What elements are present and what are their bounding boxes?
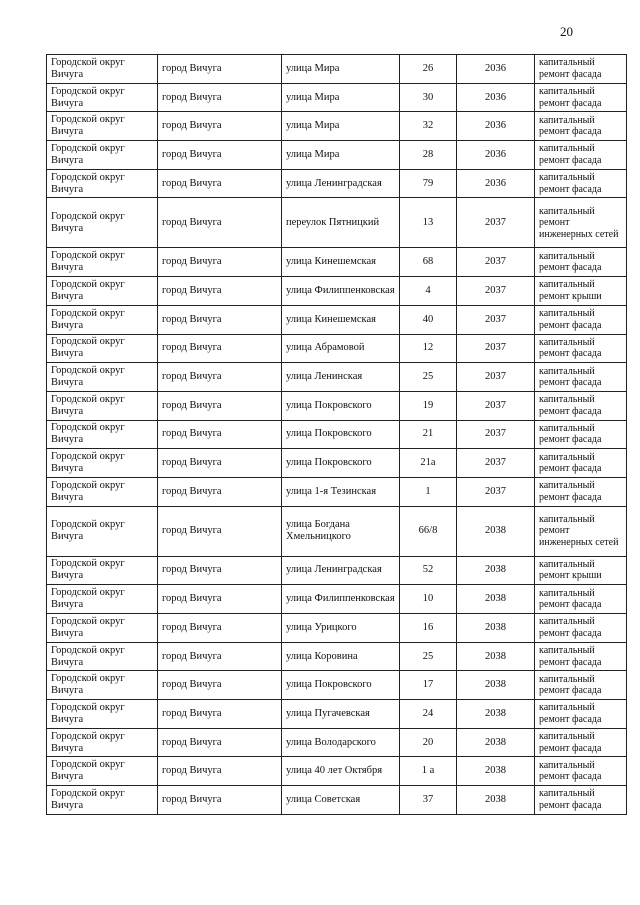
table-row (47, 363, 627, 392)
district-cell: Городской округ Вичуга (47, 334, 158, 363)
year-cell: 2038 (457, 585, 535, 614)
work-type-cell: капитальный ремонт фасада (535, 334, 627, 363)
table-row (47, 556, 627, 585)
year-cell: 2038 (457, 506, 535, 556)
table-row (47, 477, 627, 506)
house-number-cell: 12 (400, 334, 457, 363)
table-row (47, 614, 627, 643)
district-cell: Городской округ Вичуга (47, 391, 158, 420)
street-cell: улица Мира (282, 112, 400, 141)
table-row (47, 700, 627, 729)
house-number-cell: 66/8 (400, 506, 457, 556)
table-row (47, 420, 627, 449)
repair-schedule-table (46, 54, 627, 815)
district-cell: Городской округ Вичуга (47, 700, 158, 729)
house-number-cell: 32 (400, 112, 457, 141)
city-cell: город Вичуга (158, 671, 282, 700)
house-number-cell: 13 (400, 198, 457, 248)
work-type-cell: капитальный ремонт фасада (535, 363, 627, 392)
district-cell: Городской округ Вичуга (47, 112, 158, 141)
house-number-cell: 4 (400, 277, 457, 306)
city-cell: город Вичуга (158, 556, 282, 585)
city-cell: город Вичуга (158, 83, 282, 112)
street-cell: улица Ленинская (282, 363, 400, 392)
table-row (47, 55, 627, 84)
year-cell: 2037 (457, 420, 535, 449)
work-type-cell: капитальный ремонт крыши (535, 277, 627, 306)
table-row (47, 198, 627, 248)
year-cell: 2037 (457, 477, 535, 506)
district-cell: Городской округ Вичуга (47, 420, 158, 449)
work-type-cell: капитальный ремонт инженерных сетей (535, 506, 627, 556)
district-cell: Городской округ Вичуга (47, 556, 158, 585)
city-cell: город Вичуга (158, 198, 282, 248)
house-number-cell: 30 (400, 83, 457, 112)
city-cell: город Вичуга (158, 363, 282, 392)
year-cell: 2038 (457, 728, 535, 757)
table-row (47, 786, 627, 815)
house-number-cell: 52 (400, 556, 457, 585)
table-row (47, 391, 627, 420)
house-number-cell: 26 (400, 55, 457, 84)
table-row (47, 248, 627, 277)
work-type-cell: капитальный ремонт фасада (535, 420, 627, 449)
work-type-cell: капитальный ремонт фасада (535, 671, 627, 700)
year-cell: 2037 (457, 277, 535, 306)
district-cell: Городской округ Вичуга (47, 449, 158, 478)
city-cell: город Вичуга (158, 169, 282, 198)
house-number-cell: 17 (400, 671, 457, 700)
district-cell: Городской округ Вичуга (47, 277, 158, 306)
work-type-cell: капитальный ремонт фасада (535, 391, 627, 420)
table-row (47, 334, 627, 363)
work-type-cell: капитальный ремонт фасада (535, 305, 627, 334)
district-cell: Городской округ Вичуга (47, 363, 158, 392)
work-type-cell: капитальный ремонт фасада (535, 83, 627, 112)
street-cell: улица Покровского (282, 671, 400, 700)
district-cell: Городской округ Вичуга (47, 141, 158, 170)
year-cell: 2037 (457, 449, 535, 478)
street-cell: улица Филиппенковская (282, 585, 400, 614)
house-number-cell: 16 (400, 614, 457, 643)
table-row (47, 83, 627, 112)
table-row (47, 305, 627, 334)
year-cell: 2037 (457, 363, 535, 392)
district-cell: Городской округ Вичуга (47, 585, 158, 614)
city-cell: город Вичуга (158, 642, 282, 671)
city-cell: город Вичуга (158, 55, 282, 84)
work-type-cell: капитальный ремонт инженерных сетей (535, 198, 627, 248)
street-cell: улица Кинешемская (282, 305, 400, 334)
street-cell: улица Мира (282, 83, 400, 112)
work-type-cell: капитальный ремонт фасада (535, 585, 627, 614)
city-cell: город Вичуга (158, 449, 282, 478)
house-number-cell: 21 (400, 420, 457, 449)
district-cell: Городской округ Вичуга (47, 757, 158, 786)
house-number-cell: 28 (400, 141, 457, 170)
year-cell: 2036 (457, 141, 535, 170)
street-cell: улица Покровского (282, 420, 400, 449)
district-cell: Городской округ Вичуга (47, 83, 158, 112)
year-cell: 2037 (457, 305, 535, 334)
city-cell: город Вичуга (158, 585, 282, 614)
street-cell: улица Абрамовой (282, 334, 400, 363)
house-number-cell: 24 (400, 700, 457, 729)
district-cell: Городской округ Вичуга (47, 506, 158, 556)
work-type-cell: капитальный ремонт фасада (535, 700, 627, 729)
street-cell: улица Мира (282, 55, 400, 84)
year-cell: 2037 (457, 334, 535, 363)
year-cell: 2038 (457, 700, 535, 729)
street-cell: улица Советская (282, 786, 400, 815)
street-cell: улица Коровина (282, 642, 400, 671)
street-cell: улица Мира (282, 141, 400, 170)
work-type-cell: капитальный ремонт фасада (535, 477, 627, 506)
city-cell: город Вичуга (158, 506, 282, 556)
city-cell: город Вичуга (158, 391, 282, 420)
work-type-cell: капитальный ремонт крыши (535, 556, 627, 585)
district-cell: Городской округ Вичуга (47, 305, 158, 334)
work-type-cell: капитальный ремонт фасада (535, 55, 627, 84)
city-cell: город Вичуга (158, 614, 282, 643)
house-number-cell: 37 (400, 786, 457, 815)
district-cell: Городской округ Вичуга (47, 198, 158, 248)
street-cell: улица Покровского (282, 449, 400, 478)
city-cell: город Вичуга (158, 757, 282, 786)
work-type-cell: капитальный ремонт фасада (535, 757, 627, 786)
street-cell: улица Ленинградская (282, 169, 400, 198)
table-row (47, 277, 627, 306)
street-cell: улица Урицкого (282, 614, 400, 643)
house-number-cell: 1 а (400, 757, 457, 786)
page-number: 20 (560, 24, 573, 39)
district-cell: Городской округ Вичуга (47, 248, 158, 277)
work-type-cell: капитальный ремонт фасада (535, 141, 627, 170)
table-body (47, 55, 627, 815)
house-number-cell: 25 (400, 642, 457, 671)
house-number-cell: 68 (400, 248, 457, 277)
street-cell: улица 40 лет Октября (282, 757, 400, 786)
district-cell: Городской округ Вичуга (47, 671, 158, 700)
district-cell: Городской округ Вичуга (47, 728, 158, 757)
city-cell: город Вичуга (158, 477, 282, 506)
district-cell: Городской округ Вичуга (47, 477, 158, 506)
year-cell: 2038 (457, 786, 535, 815)
work-type-cell: капитальный ремонт фасада (535, 248, 627, 277)
work-type-cell: капитальный ремонт фасада (535, 728, 627, 757)
street-cell: улица Володарского (282, 728, 400, 757)
year-cell: 2037 (457, 248, 535, 277)
city-cell: город Вичуга (158, 334, 282, 363)
year-cell: 2038 (457, 671, 535, 700)
house-number-cell: 19 (400, 391, 457, 420)
year-cell: 2036 (457, 112, 535, 141)
year-cell: 2038 (457, 614, 535, 643)
street-cell: улица Филиппенковская (282, 277, 400, 306)
district-cell: Городской округ Вичуга (47, 55, 158, 84)
work-type-cell: капитальный ремонт фасада (535, 112, 627, 141)
table-row (47, 585, 627, 614)
house-number-cell: 1 (400, 477, 457, 506)
year-cell: 2038 (457, 642, 535, 671)
district-cell: Городской округ Вичуга (47, 642, 158, 671)
street-cell: улица Богдана Хмельницкого (282, 506, 400, 556)
table-row (47, 449, 627, 478)
street-cell: переулок Пятницкий (282, 198, 400, 248)
table-row (47, 757, 627, 786)
house-number-cell: 21а (400, 449, 457, 478)
house-number-cell: 10 (400, 585, 457, 614)
work-type-cell: капитальный ремонт фасада (535, 786, 627, 815)
city-cell: город Вичуга (158, 305, 282, 334)
work-type-cell: капитальный ремонт фасада (535, 449, 627, 478)
city-cell: город Вичуга (158, 420, 282, 449)
year-cell: 2036 (457, 83, 535, 112)
table-row (47, 112, 627, 141)
house-number-cell: 20 (400, 728, 457, 757)
table-row (47, 671, 627, 700)
work-type-cell: капитальный ремонт фасада (535, 642, 627, 671)
street-cell: улица Покровского (282, 391, 400, 420)
city-cell: город Вичуга (158, 728, 282, 757)
city-cell: город Вичуга (158, 277, 282, 306)
city-cell: город Вичуга (158, 786, 282, 815)
district-cell: Городской округ Вичуга (47, 786, 158, 815)
year-cell: 2036 (457, 55, 535, 84)
year-cell: 2038 (457, 556, 535, 585)
house-number-cell: 79 (400, 169, 457, 198)
table-row (47, 642, 627, 671)
house-number-cell: 25 (400, 363, 457, 392)
house-number-cell: 40 (400, 305, 457, 334)
street-cell: улица Ленинградская (282, 556, 400, 585)
district-cell: Городской округ Вичуга (47, 614, 158, 643)
city-cell: город Вичуга (158, 141, 282, 170)
table-row (47, 506, 627, 556)
street-cell: улица 1-я Тезинская (282, 477, 400, 506)
city-cell: город Вичуга (158, 112, 282, 141)
city-cell: город Вичуга (158, 248, 282, 277)
street-cell: улица Пугачевская (282, 700, 400, 729)
work-type-cell: капитальный ремонт фасада (535, 614, 627, 643)
table-row (47, 169, 627, 198)
work-type-cell: капитальный ремонт фасада (535, 169, 627, 198)
street-cell: улица Кинешемская (282, 248, 400, 277)
city-cell: город Вичуга (158, 700, 282, 729)
year-cell: 2037 (457, 391, 535, 420)
table-row (47, 141, 627, 170)
year-cell: 2037 (457, 198, 535, 248)
year-cell: 2036 (457, 169, 535, 198)
district-cell: Городской округ Вичуга (47, 169, 158, 198)
table-row (47, 728, 627, 757)
year-cell: 2038 (457, 757, 535, 786)
